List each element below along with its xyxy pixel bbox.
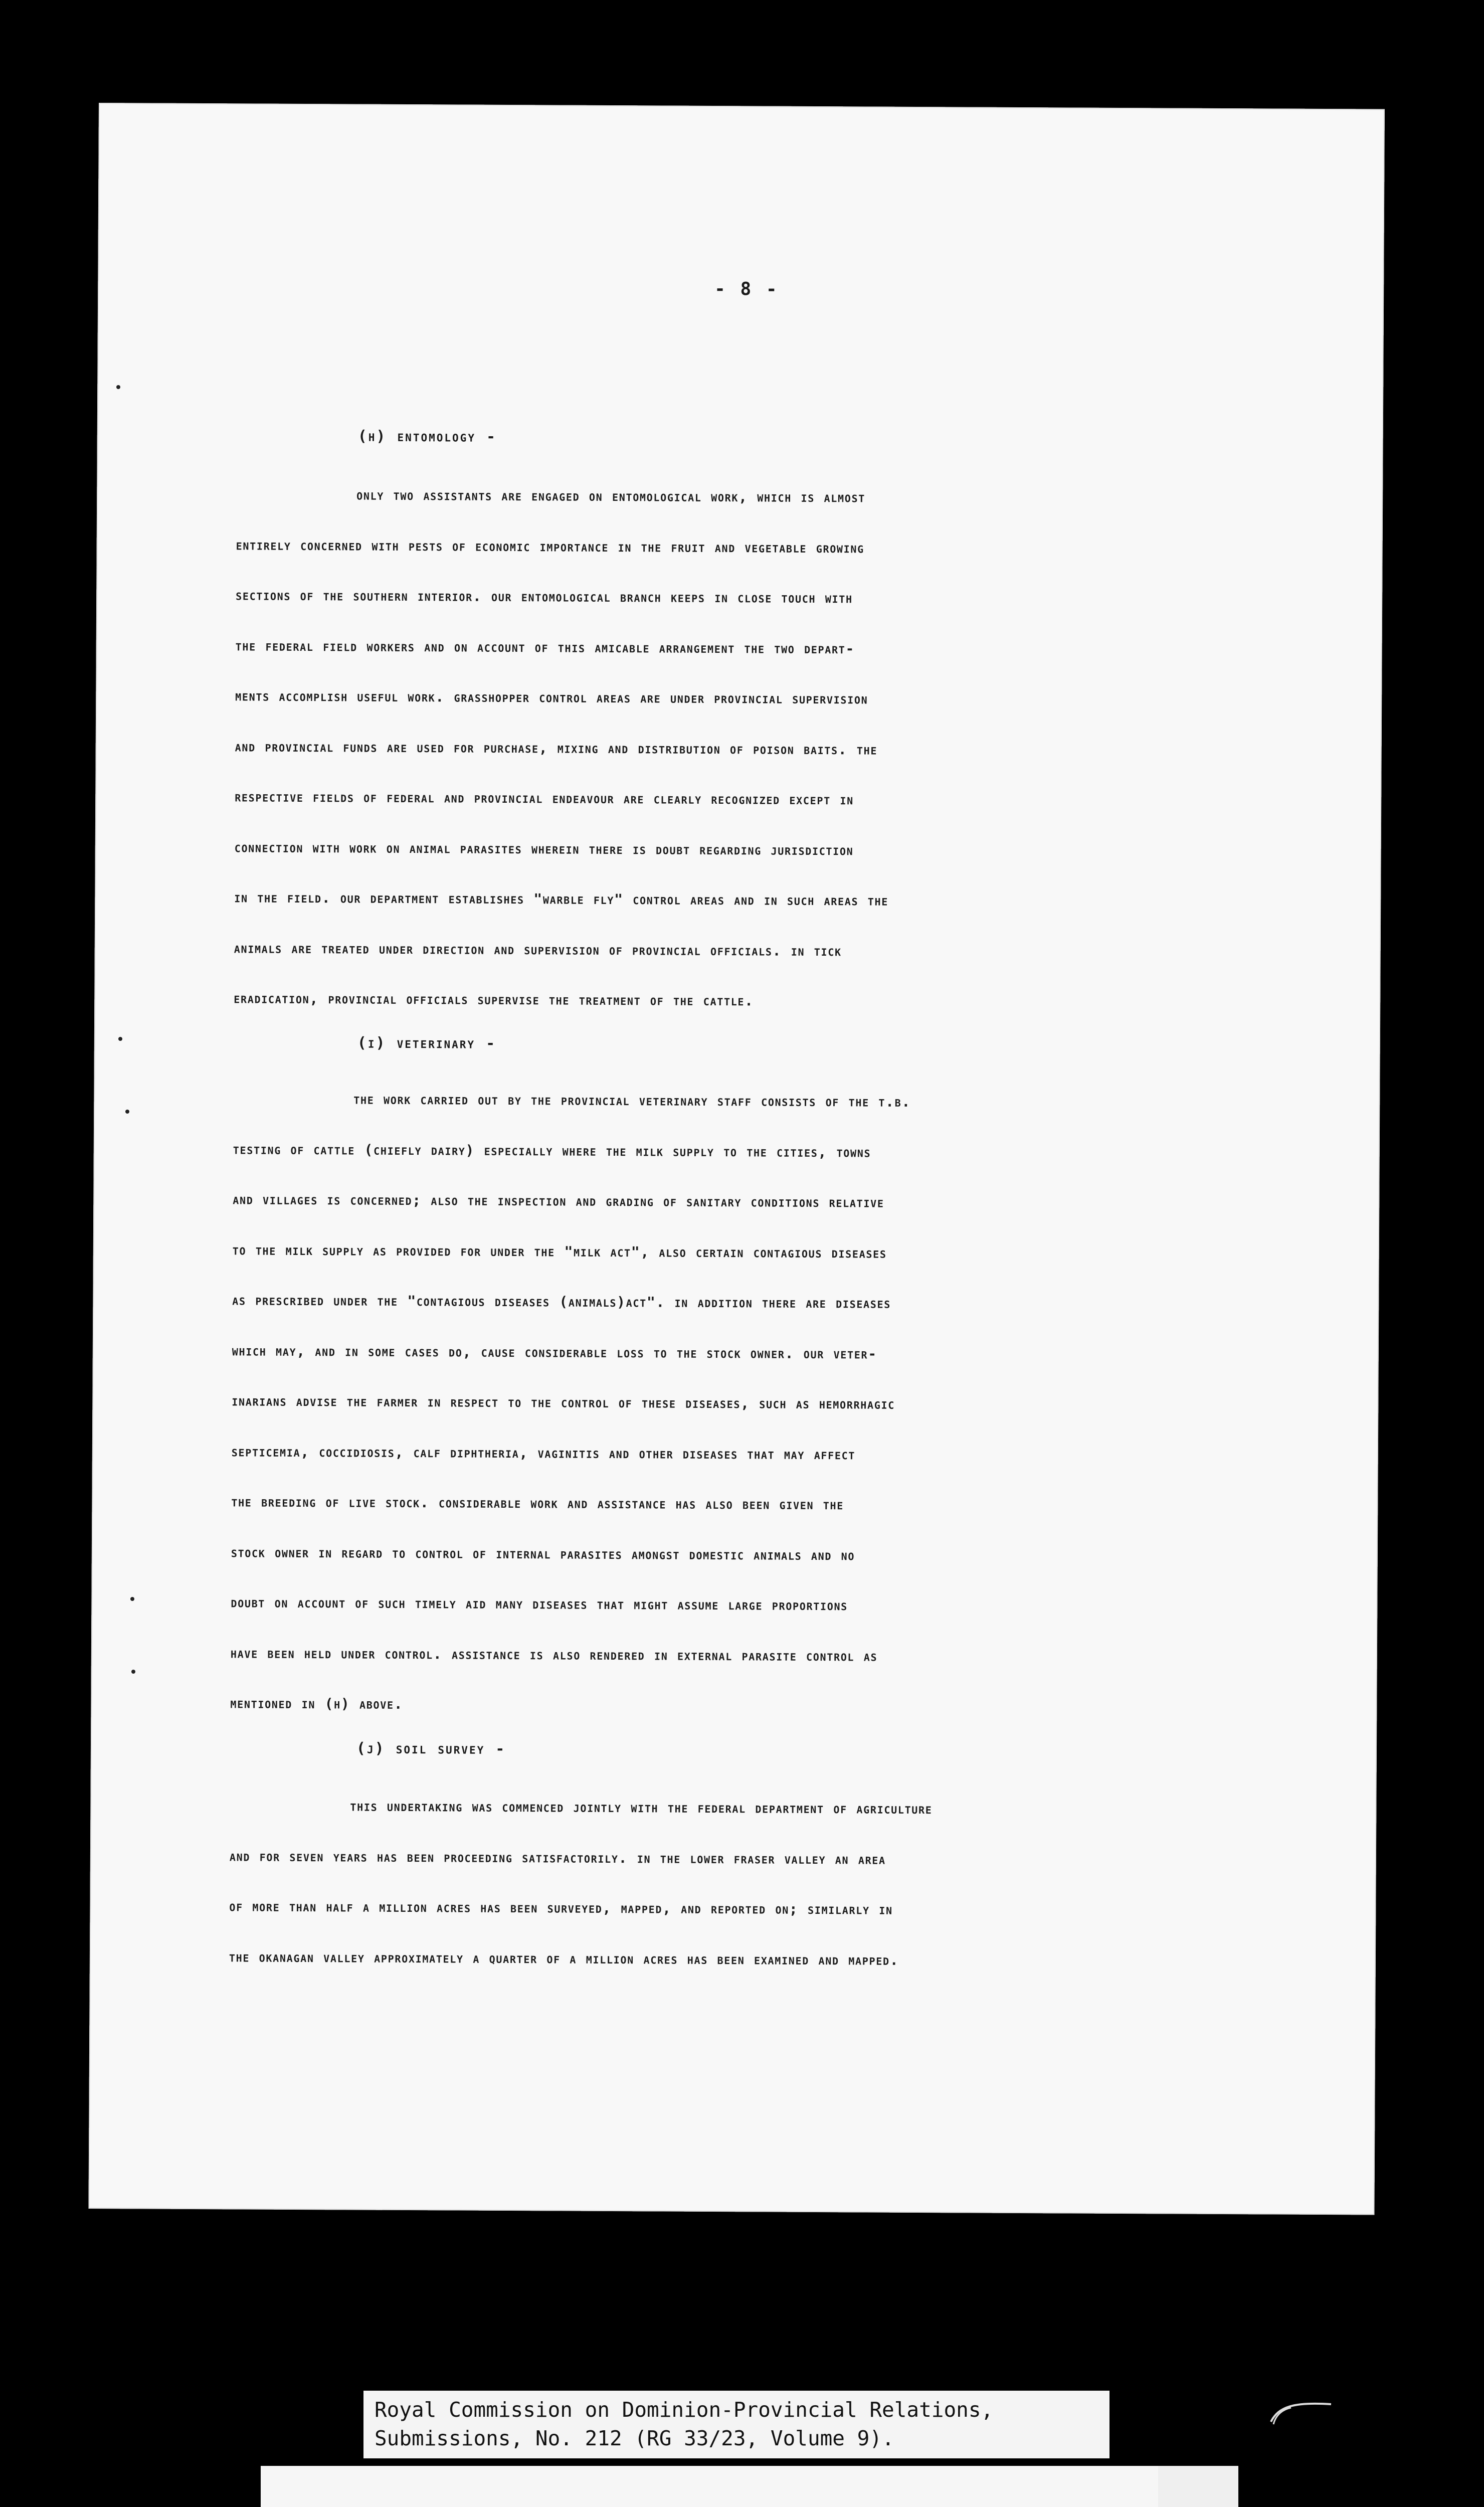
body-line: testing of cattle (chiefly dairy) especially where the milk supply to the cities, towns bbox=[233, 1140, 871, 1161]
body-line: the work carried out by the provincial veterinary staff consists of the t.b. bbox=[353, 1091, 911, 1110]
margin-dot bbox=[131, 1670, 135, 1674]
stamp-folded-edge bbox=[1158, 2466, 1238, 2507]
body-line: the federal field workers and on account of this amicable arrangement the two depart- bbox=[235, 637, 855, 657]
body-line: and villages is concerned; also the inspection and grading of sanitary conditions relative bbox=[233, 1191, 884, 1211]
body-line: this undertaking was commenced jointly with the federal department of agriculture bbox=[350, 1798, 933, 1818]
body-line: stock owner in regard to control of internal parasites amongst domestic animals and no bbox=[231, 1543, 855, 1563]
section-heading-soil-survey: (j) soil survey - bbox=[356, 1739, 506, 1758]
body-line: and provincial funds are used for purchase, mixing and distribution of poison baits. the bbox=[235, 738, 878, 758]
body-line: to the milk supply as provided for under the "milk act", also certain contagious diseases bbox=[232, 1241, 887, 1262]
section-body-soil-survey bbox=[229, 1780, 1293, 1987]
margin-dot bbox=[125, 1110, 129, 1114]
caption-line-2: Submissions, No. 212 (RG 33/23, Volume 9). bbox=[375, 2426, 894, 2450]
section-body-entomology bbox=[234, 469, 1299, 1029]
body-line: the breeding of live stock. considerable work and assistance has also been given the bbox=[231, 1493, 844, 1513]
body-line: of more than half a million acres has been surveyed, mapped, and reported on; similarly in bbox=[229, 1898, 893, 1918]
pen-mark-icon bbox=[1268, 2397, 1334, 2427]
body-line: mentioned in (h) above. bbox=[230, 1695, 404, 1713]
archives-stamp bbox=[261, 2466, 1233, 2507]
margin-dot bbox=[130, 1597, 134, 1601]
body-line: septicemia, coccidiosis, calf diphtheria, vaginitis and other diseases that may affect bbox=[231, 1443, 856, 1463]
body-line: ments accomplish useful work. grasshopper control areas are under provincial supervision bbox=[235, 687, 868, 707]
archive-caption-label bbox=[363, 2391, 1109, 2458]
body-line: and for seven years has been proceeding satisfactorily. in the lower fraser valley an area bbox=[229, 1847, 886, 1868]
body-line: in the field. our department establishes "warble fly" control areas and in such areas the bbox=[234, 889, 889, 909]
body-line: doubt on account of such timely aid many diseases that might assume large proportions bbox=[231, 1594, 848, 1614]
body-line: the okanagan valley approximately a quarter of a million acres has been examined and mapped. bbox=[229, 1948, 899, 1968]
section-body-veterinary bbox=[230, 1073, 1296, 1734]
body-line: as prescribed under the "contagious diseases (animals)act". in addition there are diseases bbox=[232, 1292, 891, 1312]
body-line: only two assistants are engaged on entomological work, which is almost bbox=[356, 486, 866, 506]
body-line: have been held under control. assistance is also rendered in external parasite control as bbox=[230, 1644, 878, 1665]
body-line: animals are treated under direction and supervision of provincial officials. in tick bbox=[234, 939, 842, 959]
section-heading-veterinary: (i) veterinary - bbox=[357, 1034, 497, 1052]
page-number: - 8 - bbox=[714, 279, 779, 300]
body-line: sections of the southern interior. our entomological branch keeps in close touch with bbox=[236, 587, 853, 607]
caption-line-1: Royal Commission on Dominion-Provincial Relations, bbox=[375, 2398, 994, 2422]
body-line: eradication, provincial officials supervise the treatment of the cattle. bbox=[234, 990, 754, 1009]
body-line: which may, and in some cases do, cause considerable loss to the stock owner. our veter- bbox=[232, 1342, 877, 1362]
body-line: respective fields of federal and provincial endeavour are clearly recognized except in bbox=[235, 788, 854, 808]
document-page bbox=[88, 103, 1384, 2215]
body-line: entirely concerned with pests of economic importance in the fruit and vegetable growing bbox=[236, 536, 865, 556]
body-line: connection with work on animal parasites wherein there is doubt regarding jurisdiction bbox=[234, 838, 854, 858]
section-heading-entomology: (h) entomology - bbox=[357, 427, 497, 446]
margin-dot bbox=[116, 385, 120, 389]
body-line: inarians advise the farmer in respect to the control of these diseases, such as hemorrhagic bbox=[232, 1392, 895, 1412]
margin-dot bbox=[118, 1037, 122, 1041]
